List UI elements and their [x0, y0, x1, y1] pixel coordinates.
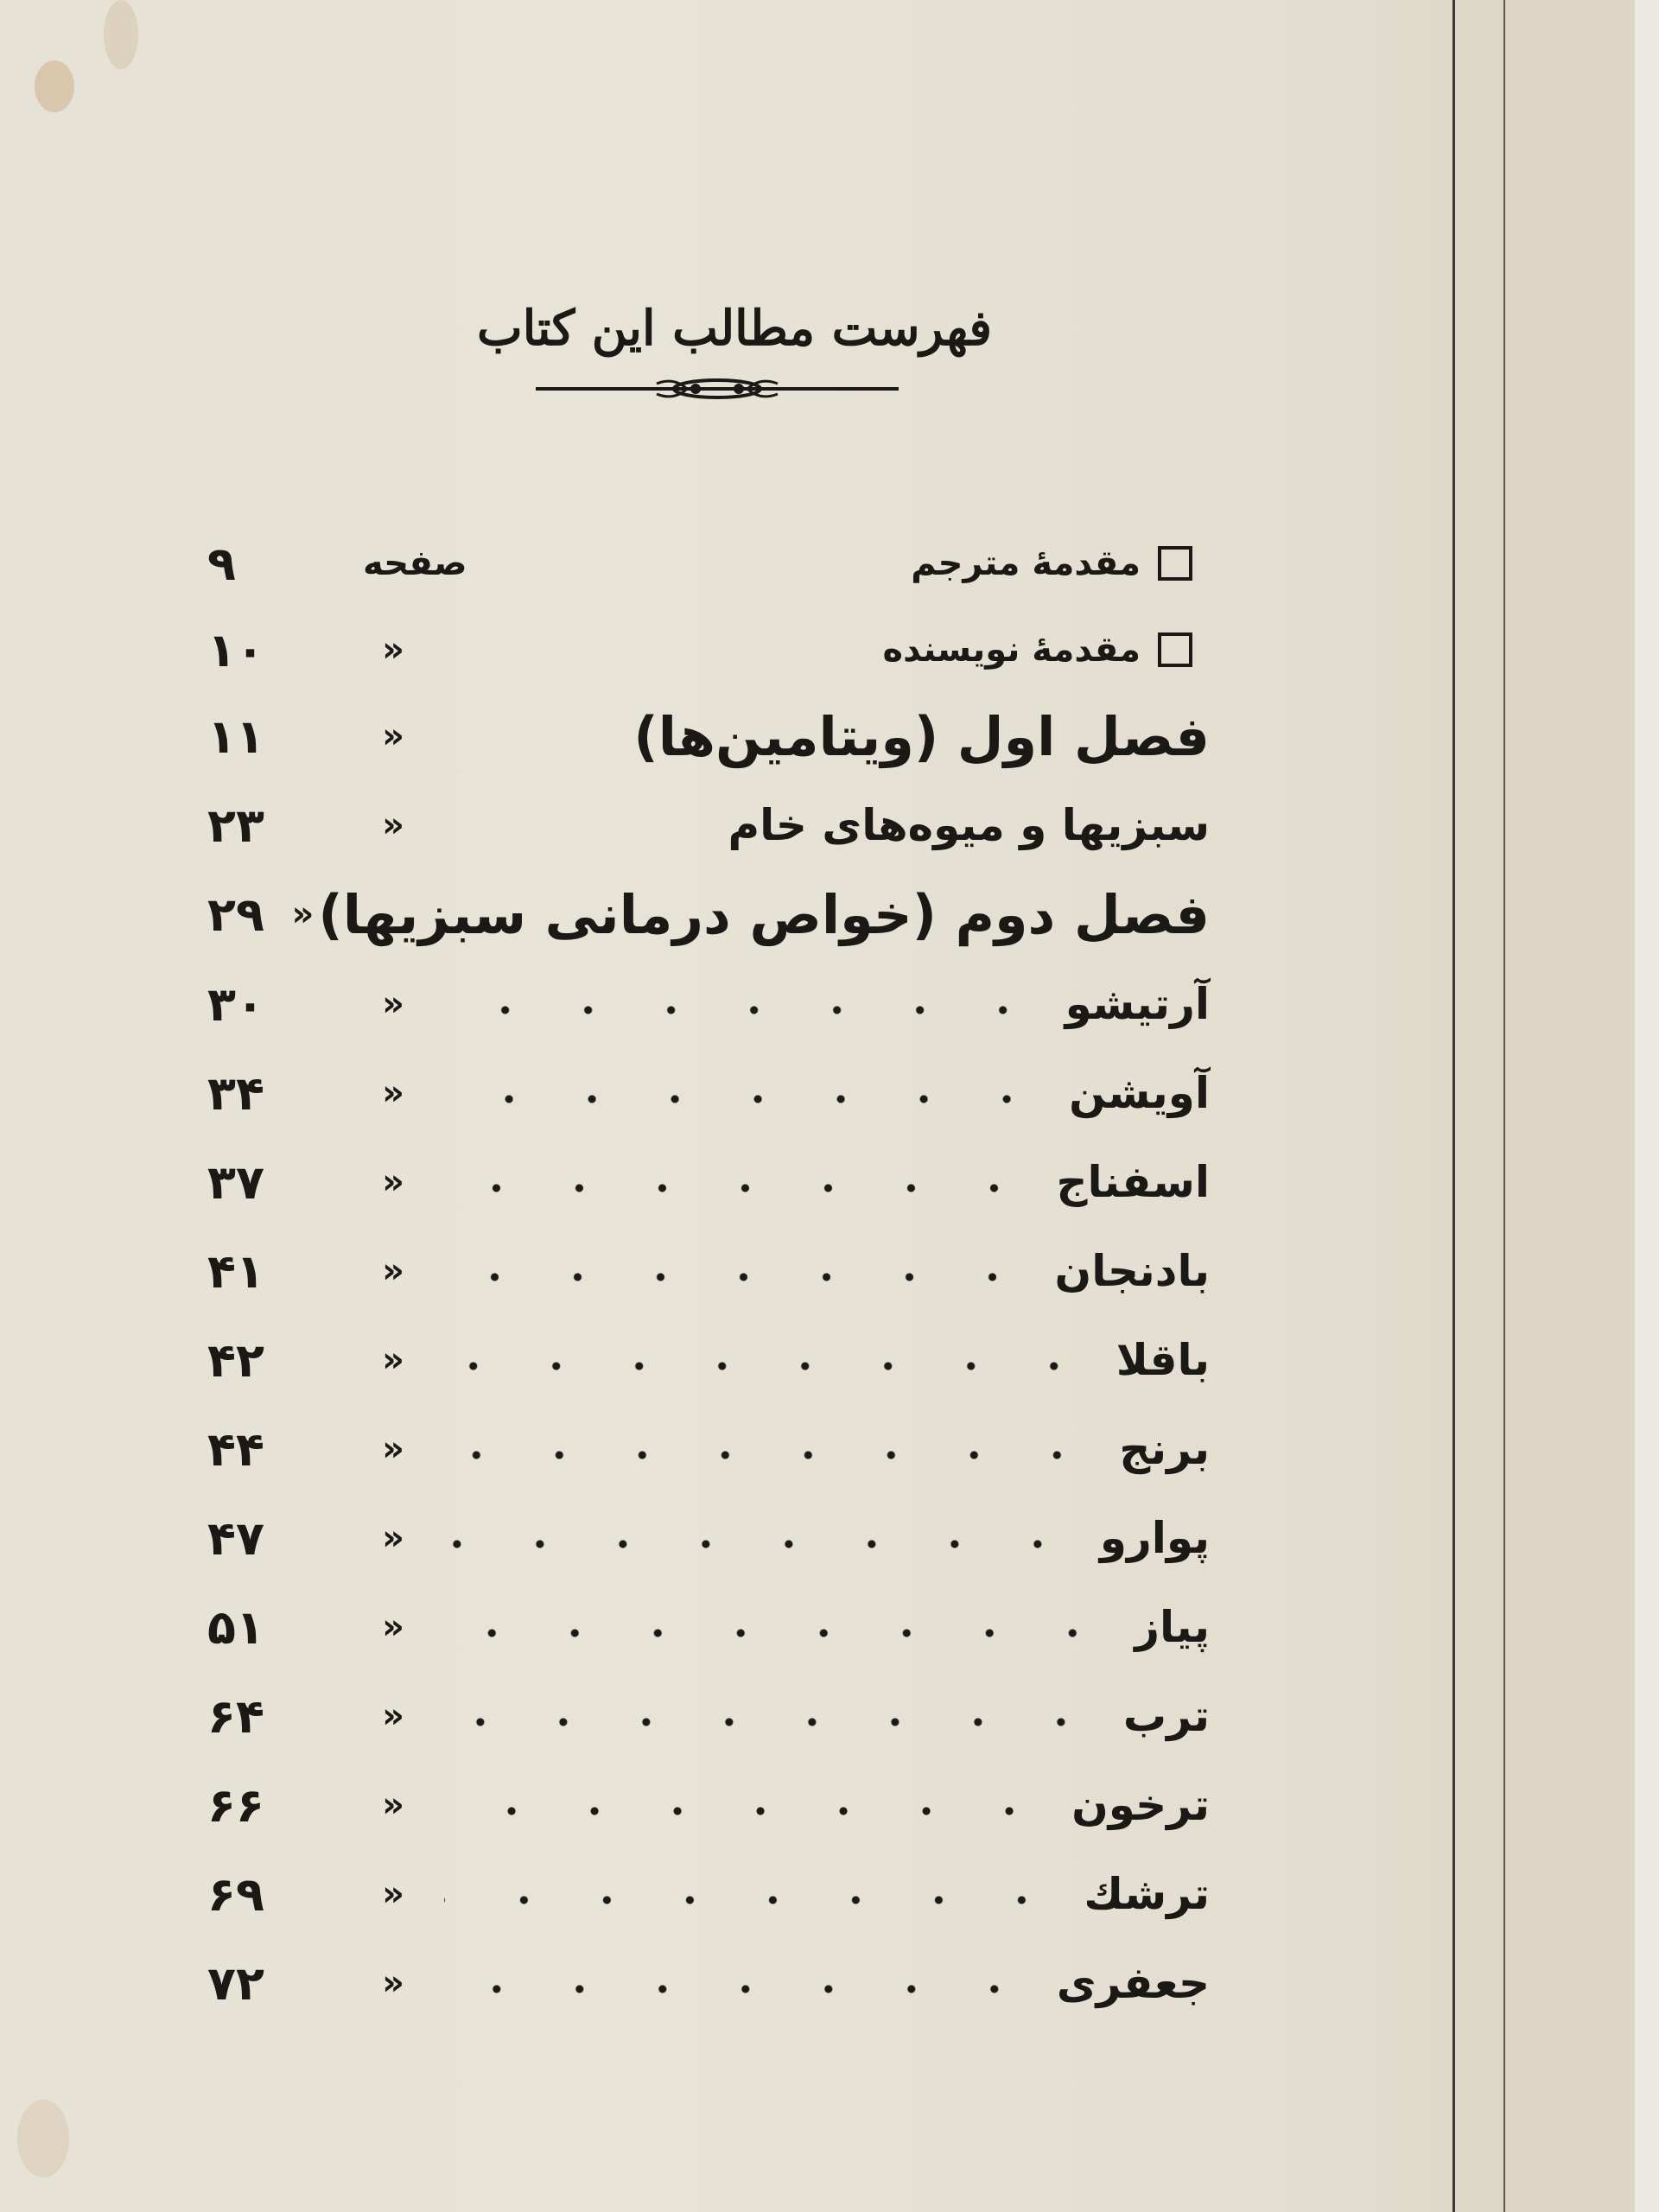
leader-dots — [444, 1540, 1079, 1548]
ditto-mark: » — [382, 1963, 404, 2003]
toc-label: بادنجان — [1054, 1246, 1210, 1296]
toc-page-number: ۴۴ — [207, 1421, 264, 1477]
ditto-mark: » — [291, 894, 315, 934]
toc-chapter-label: فصل دوم (خواص درمانی سبزیها) — [318, 882, 1210, 946]
toc-entry — [207, 1849, 1210, 1939]
toc-label: آویشن — [1069, 1068, 1210, 1118]
toc-page-number: ۷۲ — [207, 1955, 264, 2011]
checkbox-icon — [1158, 632, 1192, 667]
toc-page-number: ۳۰ — [207, 976, 264, 1032]
toc-entry — [207, 1760, 1210, 1850]
toc-label: ترخون — [1071, 1780, 1210, 1830]
toc-label: ترشك — [1084, 1869, 1210, 1919]
leader-dots — [444, 1896, 1063, 1904]
binding-rule-outer — [1503, 0, 1505, 2212]
ditto-mark: » — [382, 1785, 404, 1825]
toc-page-number: ۲۳ — [207, 798, 264, 853]
toc-entry — [207, 1226, 1210, 1316]
ditto-mark: » — [382, 1696, 404, 1736]
leader-dots — [444, 1985, 1036, 1993]
toc-entry — [207, 1315, 1210, 1405]
toc-page-number: ۹ — [207, 536, 236, 591]
toc-entry — [207, 691, 1210, 781]
title-ornament — [536, 372, 899, 406]
ditto-mark: » — [382, 1340, 404, 1380]
toc-entry — [207, 1137, 1210, 1227]
toc-page-number: ۵۱ — [207, 1599, 264, 1655]
leader-dots — [444, 1273, 1034, 1281]
leader-dots — [444, 1451, 1098, 1459]
toc-entry — [207, 959, 1210, 1049]
toc-label: سبزیها و میوه‌های خام — [728, 800, 1210, 850]
toc-entry — [207, 1582, 1210, 1672]
toc-page-number: ۶۶ — [207, 1777, 264, 1833]
toc-page-number: ۱۰ — [207, 622, 264, 677]
toc-entry — [207, 605, 1210, 695]
toc-entry — [207, 518, 1210, 608]
toc-page-number: ۳۷ — [207, 1154, 264, 1210]
paper-stain — [17, 2100, 69, 2177]
toc-entry — [207, 869, 1210, 959]
page-edge — [1635, 0, 1659, 2212]
leader-dots — [444, 1718, 1103, 1726]
toc-label: مقدمهٔ مترجم — [911, 543, 1141, 583]
ditto-mark: » — [382, 1162, 404, 1202]
checkbox-icon — [1158, 546, 1192, 581]
ditto-mark: » — [382, 630, 404, 670]
toc-entry — [207, 1404, 1210, 1494]
toc-label: باقلا — [1116, 1335, 1210, 1385]
ditto-mark: » — [382, 1073, 404, 1113]
toc-label: مقدمهٔ نویسنده — [882, 630, 1141, 670]
toc-entry — [207, 780, 1210, 870]
toc-label: اسفناج — [1056, 1157, 1210, 1207]
toc-label: آرتیشو — [1065, 979, 1210, 1029]
ditto-mark: » — [382, 805, 404, 845]
toc-page-word: صفحه — [363, 543, 467, 583]
leader-dots — [444, 1362, 1096, 1370]
toc-page-number: ۲۹ — [207, 887, 264, 942]
leader-dots — [444, 1629, 1114, 1637]
toc-label: جعفری — [1056, 1958, 1210, 2008]
toc-label: پیاز — [1135, 1602, 1210, 1652]
leader-dots — [444, 1807, 1051, 1815]
toc-page-number: ۶۹ — [207, 1866, 264, 1922]
binding-rule — [1452, 0, 1455, 2212]
toc-page-number: ۴۱ — [207, 1243, 264, 1299]
toc-page-number: ۳۴ — [207, 1065, 264, 1121]
ditto-mark: » — [382, 1607, 404, 1647]
toc-page-number: ۶۴ — [207, 1688, 264, 1744]
toc-entry — [207, 1048, 1210, 1138]
ditto-mark: » — [382, 1518, 404, 1558]
ditto-mark: » — [382, 984, 404, 1024]
leader-dots — [444, 1095, 1048, 1103]
ditto-mark: » — [382, 1251, 404, 1291]
leader-dots — [444, 1006, 1045, 1014]
ditto-mark: » — [382, 1429, 404, 1469]
toc-page-number: ۴۲ — [207, 1332, 264, 1388]
ditto-mark: » — [382, 1874, 404, 1914]
ditto-mark: » — [382, 716, 404, 756]
toc-label: پوارو — [1099, 1513, 1210, 1563]
leader-dots — [444, 1184, 1035, 1192]
toc-entry — [207, 1671, 1210, 1761]
toc-entry — [207, 1938, 1210, 2028]
paper-stain — [35, 60, 74, 112]
toc-label: ترب — [1122, 1691, 1210, 1741]
page-title: فهرست مطالب این کتاب — [476, 300, 993, 357]
toc-chapter-label: فصل اول (ویتامین‌ها) — [633, 704, 1210, 768]
paper-stain — [104, 0, 138, 69]
toc-entry — [207, 1493, 1210, 1583]
toc-label: برنج — [1119, 1424, 1210, 1474]
toc-page-number: ۴۷ — [207, 1510, 264, 1566]
toc-page-number: ۱۱ — [207, 709, 264, 764]
